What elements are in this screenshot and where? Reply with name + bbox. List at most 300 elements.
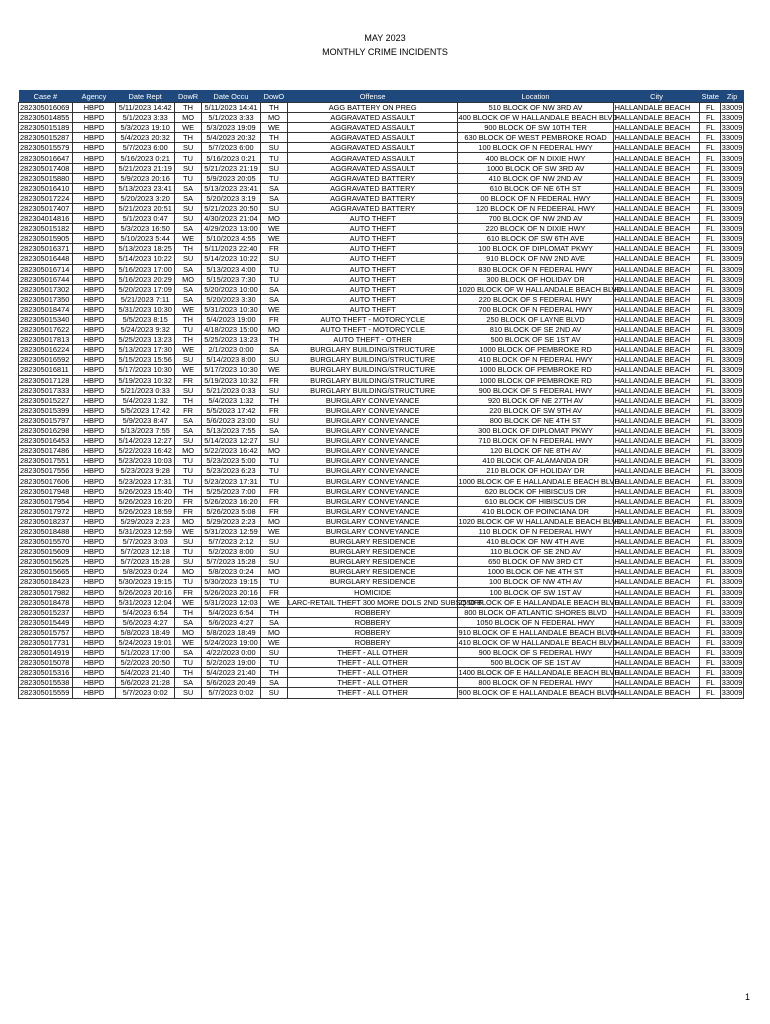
cell-dow-reported: SU: [175, 254, 202, 264]
cell-case-number: 282305017333: [19, 385, 73, 395]
cell-date-occurred: 5/4/2023 6:54: [202, 607, 261, 617]
cell-dow-occurred: MO: [260, 567, 287, 577]
cell-city: HALLANDALE BEACH: [613, 577, 700, 587]
table-row: [19, 688, 744, 698]
cell-date-reported: 5/19/2023 10:32: [116, 375, 175, 385]
cell-date-reported: 5/2/2023 20:50: [116, 658, 175, 668]
cell-state: FL: [700, 345, 721, 355]
table-row: [19, 668, 744, 678]
cell-offense: ROBBERY: [287, 617, 458, 627]
cell-dow-occurred: FR: [260, 375, 287, 385]
cell-city: HALLANDALE BEACH: [613, 294, 700, 304]
table-row: [19, 274, 744, 284]
cell-location: 650 BLOCK OF NW 3RD CT: [458, 557, 613, 567]
cell-dow-occurred: FR: [260, 486, 287, 496]
cell-case-number: 282305015609: [19, 547, 73, 557]
cell-dow-reported: SA: [175, 224, 202, 234]
cell-zip: 33009: [721, 577, 743, 587]
cell-agency: HBPD: [72, 688, 115, 698]
cell-location: 1020 BLOCK OF W HALLANDALE BEACH BLVD: [458, 516, 622, 526]
cell-dow-occurred: TU: [260, 264, 287, 274]
cell-offense: AUTO THEFT - OTHER: [287, 335, 458, 345]
cell-location: 920 BLOCK OF NE 27TH AV: [458, 395, 613, 405]
cell-offense: BURGLARY CONVEYANCE: [287, 426, 458, 436]
cell-date-reported: 5/21/2023 7:11: [116, 294, 175, 304]
table-row: [19, 587, 744, 597]
cell-case-number: 282305015227: [19, 395, 73, 405]
table-row: [19, 526, 744, 536]
cell-offense: AGGRAVATED ASSAULT: [287, 123, 458, 133]
cell-agency: HBPD: [72, 617, 115, 627]
cell-date-occurred: 4/30/2023 21:04: [202, 214, 261, 224]
cell-date-reported: 5/10/2023 5:44: [116, 234, 175, 244]
cell-city: HALLANDALE BEACH: [613, 426, 700, 436]
cell-date-occurred: 5/26/2023 16:20: [202, 496, 261, 506]
column-header-state: State: [701, 91, 719, 101]
cell-state: FL: [700, 607, 721, 617]
cell-case-number: 282305017948: [19, 486, 73, 496]
cell-date-occurred: 5/4/2023 21:40: [202, 668, 261, 678]
cell-city: HALLANDALE BEACH: [613, 617, 700, 627]
cell-city: HALLANDALE BEACH: [613, 153, 700, 163]
cell-state: FL: [700, 284, 721, 294]
cell-dow-occurred: SA: [260, 678, 287, 688]
table-row: [19, 597, 744, 607]
cell-state: FL: [700, 587, 721, 597]
cell-dow-occurred: TH: [260, 133, 287, 143]
cell-dow-reported: TH: [175, 314, 202, 324]
crime-incidents-table: [18, 90, 744, 699]
cell-city: HALLANDALE BEACH: [613, 587, 700, 597]
cell-offense: BURGLARY RESIDENCE: [287, 577, 458, 587]
table-row: [19, 466, 744, 476]
cell-zip: 33009: [721, 516, 743, 526]
cell-agency: HBPD: [72, 415, 115, 425]
cell-offense: BURGLARY CONVEYANCE: [287, 526, 458, 536]
table-row: [19, 314, 744, 324]
cell-zip: 33009: [721, 638, 743, 648]
cell-date-reported: 5/31/2023 10:30: [116, 304, 175, 314]
cell-location: 220 BLOCK OF S FEDERAL HWY: [458, 294, 613, 304]
cell-date-reported: 5/13/2023 17:30: [116, 345, 175, 355]
table-row: [19, 214, 744, 224]
cell-date-occurred: 5/7/2023 2:12: [202, 537, 261, 547]
cell-date-occurred: 5/20/2023 3:30: [202, 294, 261, 304]
cell-case-number: 282305016744: [19, 274, 73, 284]
cell-city: HALLANDALE BEACH: [613, 637, 700, 647]
cell-offense: AGGRAVATED BATTERY: [287, 193, 458, 203]
cell-case-number: 282305015287: [19, 133, 73, 143]
cell-case-number: 282305017551: [19, 456, 73, 466]
cell-state: FL: [700, 446, 721, 456]
cell-dow-reported: WE: [175, 123, 202, 133]
cell-agency: HBPD: [72, 163, 115, 173]
cell-state: FL: [700, 496, 721, 506]
cell-dow-reported: TU: [175, 577, 202, 587]
cell-case-number: 282305015237: [19, 607, 73, 617]
cell-dow-reported: SU: [175, 436, 202, 446]
cell-dow-occurred: FR: [260, 506, 287, 516]
cell-dow-occurred: TH: [260, 668, 287, 678]
cell-date-occurred: 5/15/2023 7:30: [202, 274, 261, 284]
cell-offense: AUTO THEFT: [287, 294, 458, 304]
cell-date-reported: 5/4/2023 1:32: [116, 395, 175, 405]
cell-location: 100 BLOCK OF N FEDERAL HWY: [458, 143, 613, 153]
cell-location: 810 BLOCK OF SE 2ND AV: [458, 325, 613, 335]
cell-location: 00 BLOCK OF N FEDERAL HWY: [458, 193, 613, 203]
cell-dow-reported: SA: [175, 415, 202, 425]
cell-dow-reported: TU: [175, 153, 202, 163]
cell-city: HALLANDALE BEACH: [613, 537, 700, 547]
cell-agency: HBPD: [72, 577, 115, 587]
cell-state: FL: [700, 476, 721, 486]
cell-dow-reported: SU: [175, 557, 202, 567]
cell-location: 1000 BLOCK OF SW 3RD AV: [458, 163, 613, 173]
cell-city: HALLANDALE BEACH: [613, 183, 700, 193]
cell-date-reported: 5/8/2023 18:49: [116, 627, 175, 637]
cell-case-number: 282305015579: [19, 143, 73, 153]
column-header-city: City: [613, 90, 700, 103]
cell-agency: HBPD: [72, 365, 115, 375]
cell-offense: AGGRAVATED ASSAULT: [287, 143, 458, 153]
cell-state: FL: [700, 355, 721, 365]
cell-case-number: 282305014919: [19, 648, 73, 658]
cell-zip: 33009: [721, 466, 743, 476]
cell-state: FL: [700, 123, 721, 133]
table-row: [19, 355, 744, 365]
cell-zip: 33009: [721, 405, 743, 415]
cell-agency: HBPD: [72, 637, 115, 647]
cell-dow-reported: SA: [175, 294, 202, 304]
cell-state: FL: [700, 103, 721, 113]
cell-offense: HOMICIDE: [287, 587, 458, 597]
cell-zip: 33009: [721, 103, 743, 113]
cell-offense: BURGLARY CONVEYANCE: [287, 415, 458, 425]
cell-case-number: 282305017556: [19, 466, 73, 476]
table-row: [19, 415, 744, 425]
cell-dow-occurred: SU: [260, 203, 287, 213]
cell-dow-reported: WE: [175, 304, 202, 314]
cell-dow-occurred: WE: [260, 637, 287, 647]
cell-date-occurred: 5/21/2023 0:33: [202, 385, 261, 395]
cell-location: 120 BLOCK OF N FEDEERAL HWY: [458, 203, 613, 213]
cell-date-occurred: 5/10/2023 4:55: [202, 234, 261, 244]
cell-date-reported: 5/26/2023 15:40: [116, 486, 175, 496]
cell-dow-reported: SU: [175, 203, 202, 213]
cell-case-number: 282305017407: [19, 203, 73, 213]
cell-zip: 33009: [721, 547, 743, 557]
cell-zip: 33009: [721, 123, 743, 133]
cell-date-occurred: 4/29/2023 13:00: [202, 224, 261, 234]
cell-dow-occurred: SA: [260, 183, 287, 193]
cell-dow-reported: SU: [175, 385, 202, 395]
cell-dow-reported: MO: [175, 446, 202, 456]
cell-offense: BURGLARY CONVEYANCE: [287, 456, 458, 466]
cell-dow-occurred: SU: [260, 385, 287, 395]
cell-dow-reported: WE: [175, 597, 202, 607]
cell-date-reported: 5/23/2023 9:28: [116, 466, 175, 476]
cell-dow-occurred: SU: [260, 648, 287, 658]
cell-city: HALLANDALE BEACH: [613, 688, 700, 698]
cell-offense: AUTO THEFT - MOTORCYCLE: [287, 314, 458, 324]
cell-location: 800 BLOCK OF N FEDERAL HWY: [458, 678, 613, 688]
cell-case-number: 282305018474: [19, 304, 73, 314]
cell-zip: 33009: [721, 325, 743, 335]
cell-date-reported: 5/26/2023 18:59: [116, 506, 175, 516]
cell-state: FL: [700, 648, 721, 658]
cell-state: FL: [700, 294, 721, 304]
cell-location: 510 BLOCK OF NW 3RD AV: [458, 103, 613, 113]
cell-dow-occurred: FR: [260, 496, 287, 506]
cell-zip: 33009: [721, 254, 743, 264]
cell-zip: 33009: [721, 436, 743, 446]
cell-case-number: 282305015665: [19, 567, 73, 577]
cell-state: FL: [700, 526, 721, 536]
column-header-case-number: Case #: [19, 90, 73, 103]
cell-zip: 33009: [721, 526, 743, 536]
cell-dow-occurred: TU: [260, 456, 287, 466]
cell-zip: 33009: [721, 567, 743, 577]
cell-offense: AGGRAVATED BATTERY: [287, 183, 458, 193]
cell-city: HALLANDALE BEACH: [613, 496, 700, 506]
cell-dow-reported: TH: [175, 244, 202, 254]
cell-state: FL: [700, 274, 721, 284]
table-row: [19, 456, 744, 466]
cell-dow-reported: TU: [175, 173, 202, 183]
cell-case-number: 282305017972: [19, 506, 73, 516]
cell-location: 410 BLOCK OF N FEDERAL HWY: [458, 355, 613, 365]
cell-date-occurred: 5/29/2023 2:23: [202, 516, 261, 526]
cell-zip: 33009: [721, 506, 743, 516]
cell-date-reported: 5/6/2023 4:27: [116, 617, 175, 627]
cell-dow-occurred: SA: [260, 284, 287, 294]
cell-date-occurred: 5/3/2023 19:09: [202, 123, 261, 133]
cell-location: 410 BLOCK OF W HALLANDALE BEACH BLVD: [458, 638, 618, 648]
cell-state: FL: [700, 537, 721, 547]
cell-zip: 33009: [721, 234, 743, 244]
cell-location: 300 BLOCK OF HOLIDAY DR: [458, 274, 613, 284]
cell-agency: HBPD: [72, 426, 115, 436]
cell-date-reported: 5/31/2023 12:04: [116, 597, 175, 607]
cell-dow-occurred: SA: [260, 294, 287, 304]
cell-zip: 33009: [721, 355, 743, 365]
cell-dow-reported: WE: [175, 234, 202, 244]
cell-location: 410 BLOCK OF POINCIANA DR: [458, 506, 613, 516]
cell-date-occurred: 5/9/2023 20:05: [202, 173, 261, 183]
cell-date-occurred: 5/24/2023 19:00: [202, 637, 261, 647]
cell-dow-reported: WE: [175, 637, 202, 647]
cell-date-reported: 5/1/2023 17:00: [116, 648, 175, 658]
column-header-dow-occurred: DowO: [260, 90, 287, 103]
cell-agency: HBPD: [72, 516, 115, 526]
cell-city: HALLANDALE BEACH: [613, 486, 700, 496]
cell-agency: HBPD: [72, 506, 115, 516]
cell-dow-reported: SA: [175, 193, 202, 203]
cell-dow-reported: SA: [175, 617, 202, 627]
cell-state: FL: [700, 314, 721, 324]
cell-state: FL: [700, 254, 721, 264]
cell-state: FL: [700, 658, 721, 668]
cell-date-occurred: 5/22/2023 16:42: [202, 446, 261, 456]
page-number: 1: [744, 992, 750, 1002]
cell-agency: HBPD: [72, 335, 115, 345]
cell-agency: HBPD: [72, 547, 115, 557]
cell-dow-occurred: TU: [260, 577, 287, 587]
cell-zip: 33009: [721, 557, 743, 567]
cell-agency: HBPD: [72, 587, 115, 597]
table-row: [19, 335, 744, 345]
cell-zip: 33009: [721, 375, 743, 385]
cell-location: 100 BLOCK OF SW 1ST AV: [458, 587, 613, 597]
cell-offense: AUTO THEFT: [287, 304, 458, 314]
cell-date-occurred: 5/11/2023 22:40: [202, 244, 261, 254]
cell-date-occurred: 5/31/2023 12:03: [202, 597, 261, 607]
cell-offense: BURGLARY CONVEYANCE: [287, 516, 458, 526]
cell-date-reported: 5/17/2023 10:30: [116, 365, 175, 375]
cell-agency: HBPD: [72, 466, 115, 476]
cell-case-number: 282305015449: [19, 617, 73, 627]
cell-case-number: 282305015538: [19, 678, 73, 688]
table-row: [19, 345, 744, 355]
cell-agency: HBPD: [72, 456, 115, 466]
cell-city: HALLANDALE BEACH: [613, 557, 700, 567]
cell-date-occurred: 5/8/2023 18:49: [202, 627, 261, 637]
cell-date-reported: 5/1/2023 3:33: [116, 113, 175, 123]
cell-location: 1000 BLOCK OF PEMBROKE RD: [458, 345, 613, 355]
table-row: [19, 476, 744, 486]
column-header-dow-reported: DowR: [175, 90, 202, 103]
cell-case-number: 282305018423: [19, 577, 73, 587]
cell-offense: THEFT - ALL OTHER: [287, 678, 458, 688]
cell-location: 110 BLOCK OF SE 2ND AV: [458, 547, 613, 557]
cell-dow-occurred: SA: [260, 193, 287, 203]
cell-agency: HBPD: [72, 264, 115, 274]
cell-state: FL: [700, 426, 721, 436]
cell-agency: HBPD: [72, 284, 115, 294]
cell-zip: 33009: [721, 426, 743, 436]
cell-state: FL: [700, 557, 721, 567]
cell-offense: BURGLARY CONVEYANCE: [287, 446, 458, 456]
cell-date-occurred: 5/21/2023 21:19: [202, 163, 261, 173]
cell-city: HALLANDALE BEACH: [613, 355, 700, 365]
table-row: [19, 426, 744, 436]
cell-case-number: 282305017128: [19, 375, 73, 385]
cell-state: FL: [700, 113, 721, 123]
cell-date-reported: 5/24/2023 9:32: [116, 325, 175, 335]
cell-zip: 33009: [721, 385, 743, 395]
cell-dow-occurred: TU: [260, 153, 287, 163]
cell-dow-occurred: TH: [260, 395, 287, 405]
cell-case-number: 282305018237: [19, 516, 73, 526]
table-row: [19, 516, 744, 526]
cell-date-reported: 5/21/2023 20:51: [116, 203, 175, 213]
cell-dow-reported: MO: [175, 113, 202, 123]
cell-dow-occurred: SU: [260, 557, 287, 567]
cell-dow-reported: TU: [175, 456, 202, 466]
cell-dow-occurred: FR: [260, 587, 287, 597]
cell-location: 1050 BLOCK OF N FEDERAL HWY: [458, 617, 613, 627]
cell-dow-reported: FR: [175, 496, 202, 506]
cell-date-reported: 5/29/2023 2:23: [116, 516, 175, 526]
cell-offense: BURGLARY CONVEYANCE: [287, 466, 458, 476]
table-row: [19, 163, 744, 173]
cell-agency: HBPD: [72, 658, 115, 668]
cell-location: 1000 BLOCK OF E HALLANDALE BEACH BLVD: [458, 476, 620, 486]
cell-state: FL: [700, 688, 721, 698]
cell-case-number: 282305015189: [19, 123, 73, 133]
cell-zip: 33009: [721, 274, 743, 284]
cell-state: FL: [700, 637, 721, 647]
cell-date-occurred: 5/14/2023 12:27: [202, 436, 261, 446]
cell-city: HALLANDALE BEACH: [613, 678, 700, 688]
cell-city: HALLANDALE BEACH: [613, 446, 700, 456]
cell-zip: 33009: [721, 648, 743, 658]
table-row: [19, 325, 744, 335]
table-row: [19, 365, 744, 375]
cell-case-number: 282305016410: [19, 183, 73, 193]
cell-dow-occurred: SA: [260, 617, 287, 627]
table-row: [19, 103, 744, 113]
table-row: [19, 648, 744, 658]
cell-case-number: 282305015625: [19, 557, 73, 567]
cell-location: 400 BLOCK OF N DIXIE HWY: [458, 153, 613, 163]
table-row: [19, 304, 744, 314]
cell-agency: HBPD: [72, 304, 115, 314]
cell-zip: 33009: [721, 668, 743, 678]
cell-dow-occurred: FR: [260, 405, 287, 415]
cell-case-number: 282305014855: [19, 113, 73, 123]
table-row: [19, 113, 744, 123]
cell-date-occurred: 5/26/2023 5:08: [202, 506, 261, 516]
cell-date-reported: 5/7/2023 12:18: [116, 547, 175, 557]
cell-date-occurred: 5/14/2023 8:00: [202, 355, 261, 365]
cell-offense: ROBBERY: [287, 637, 458, 647]
table-body: [19, 103, 744, 699]
cell-date-occurred: 5/20/2023 10:00: [202, 284, 261, 294]
table-row: [19, 617, 744, 627]
cell-agency: HBPD: [72, 193, 115, 203]
cell-offense: THEFT - ALL OTHER: [287, 688, 458, 698]
cell-date-reported: 5/15/2023 15:56: [116, 355, 175, 365]
cell-date-occurred: 5/26/2023 20:16: [202, 587, 261, 597]
cell-state: FL: [700, 466, 721, 476]
cell-location: 900 BLOCK OF E HALLANDALE BEACH BLVD: [458, 688, 616, 698]
cell-date-occurred: 5/13/2023 23:41: [202, 183, 261, 193]
cell-location: 2550 BLOCK OF E HALLANDALE BEACH BLVD: [458, 597, 620, 607]
cell-zip: 33009: [721, 113, 743, 123]
cell-zip: 33009: [721, 496, 743, 506]
cell-agency: HBPD: [72, 627, 115, 637]
cell-offense: BURGLARY BUILDING/STRUCTURE: [287, 345, 458, 355]
cell-case-number: 282305017954: [19, 496, 73, 506]
cell-city: HALLANDALE BEACH: [613, 345, 700, 355]
cell-agency: HBPD: [72, 597, 115, 607]
cell-state: FL: [700, 577, 721, 587]
cell-case-number: 282305017813: [19, 335, 73, 345]
cell-date-reported: 5/13/2023 18:25: [116, 244, 175, 254]
cell-offense: LARC-RETAIL THEFT 300 MORE DOLS 2ND SUBSQ OFF: [287, 597, 484, 607]
cell-date-reported: 5/21/2023 21:19: [116, 163, 175, 173]
cell-offense: BURGLARY RESIDENCE: [287, 537, 458, 547]
cell-date-occurred: 4/22/2023 0:00: [202, 648, 261, 658]
cell-location: 210 BLOCK OF HOLIDAY DR: [458, 466, 613, 476]
cell-dow-occurred: MO: [260, 516, 287, 526]
cell-date-occurred: 5/8/2023 0:24: [202, 567, 261, 577]
table-header-row: [19, 90, 744, 103]
cell-state: FL: [700, 678, 721, 688]
cell-dow-reported: SU: [175, 143, 202, 153]
cell-city: HALLANDALE BEACH: [613, 143, 700, 153]
